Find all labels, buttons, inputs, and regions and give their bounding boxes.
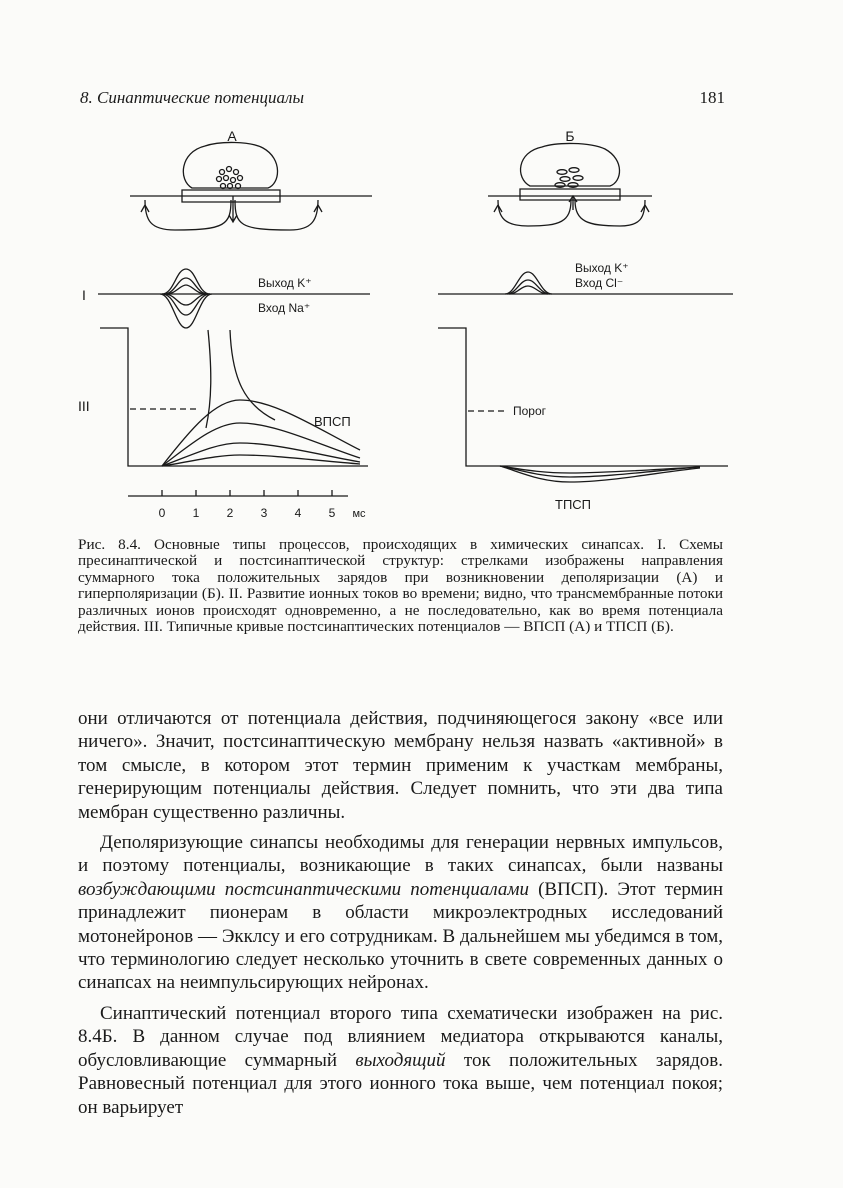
- panel-b-ipsp-plot: [438, 328, 728, 482]
- paragraph-2: [78, 831, 723, 995]
- panel-b-label: Б: [565, 128, 575, 144]
- panel-a-label: А: [227, 128, 237, 144]
- running-title: 8. Синаптические потенциалы: [80, 88, 304, 107]
- time-unit: мс: [352, 508, 366, 520]
- p3-end: ток положительных зарядов. Равновесный потенциал для этого ионного тока выше, чем потенциал покоя; он варьирует: [78, 1049, 723, 1118]
- figure-caption: Рис. 8.4. Основные типы процессов, происходящих в химических синапсах. I. Схемы пресинаптической и постсинаптической структур: стрелками изображены направления суммарного тока положительных зарядов при возникновении деполяризации (А) и гиперполяризации (Б). II. Развитие ионных токов во времени; видно, что трансмембранные потоки различных ионов происходят одновременно, а не последовательно, как во время потенциала действия. III. Типичные кривые постсинаптических потенциалов — ВПСП (А) и ТПСП (Б).: [78, 536, 723, 636]
- time-tick-2: 2: [226, 506, 234, 520]
- page-header: [80, 88, 725, 114]
- paragraph-1: они отличаются от потенциала действия, подчиняющегося закону «все или ничего». Значит, постсинаптическую мембрану нельзя назвать «активной» в том смысле, в котором этот термин применим к участкам мембраны, генерирующим потенциалы действия. Следует помнить, что эти два типа мембран существенно различны.: [78, 708, 723, 823]
- time-tick-4: 4: [294, 506, 302, 520]
- term-epsp: возбуждающими постсинаптическими потенциалами: [78, 878, 529, 900]
- panel-a-epsp-plot: [100, 328, 368, 466]
- page-number: 181: [699, 88, 725, 107]
- panel-a-synapse-diagram: [130, 142, 372, 230]
- time-tick-3: 3: [260, 506, 268, 520]
- p3-start: Синаптический потенциал второго типа схематически изображен на рис. 8.4Б. В данном случае под влиянием медиатора открываются каналы, обусловливающие суммарный: [78, 1002, 723, 1071]
- epsp-label: ВПСП: [314, 414, 351, 429]
- panel-a-in-label: Вход Na⁺: [258, 301, 311, 315]
- term-outward: выходящий: [355, 1049, 446, 1071]
- panel-a-time-axis: [128, 490, 348, 496]
- panel-b-in-label: Вход Cl⁻: [575, 276, 624, 290]
- row-label-1: I: [82, 287, 86, 303]
- panel-b-synapse-diagram: [488, 143, 652, 226]
- panel-a-ion-currents: [98, 269, 370, 328]
- time-tick-5: 5: [328, 506, 336, 520]
- time-tick-1: 1: [192, 506, 200, 520]
- paragraph-3: [78, 1002, 723, 1119]
- time-tick-0: 0: [158, 506, 166, 520]
- ipsp-label: ТПСП: [555, 497, 592, 512]
- p2-end: (ВПСП). Этот термин принадлежит пионерам в области микроэлектродных исследований мотонейронов — Экклсу и его сотрудникам. В дальнейшем мы убедимся в том, что терминологию следует несколько уточнить в свете современных данных о синапсах на неимпульсирующих нейронах.: [78, 878, 723, 994]
- body-text: [78, 707, 723, 1119]
- panel-b-out-label: Выход K⁺: [575, 261, 629, 275]
- row-label-3: III: [78, 398, 90, 414]
- p2-start: Деполяризующие синапсы необходимы для генерации нервных импульсов, и поэтому потенциалы, возникающие в таких синапсах, были названы: [78, 832, 723, 877]
- panel-a-out-label: Выход K⁺: [258, 276, 312, 290]
- threshold-label: Порог: [513, 404, 547, 418]
- figure-8-4: [60, 120, 750, 530]
